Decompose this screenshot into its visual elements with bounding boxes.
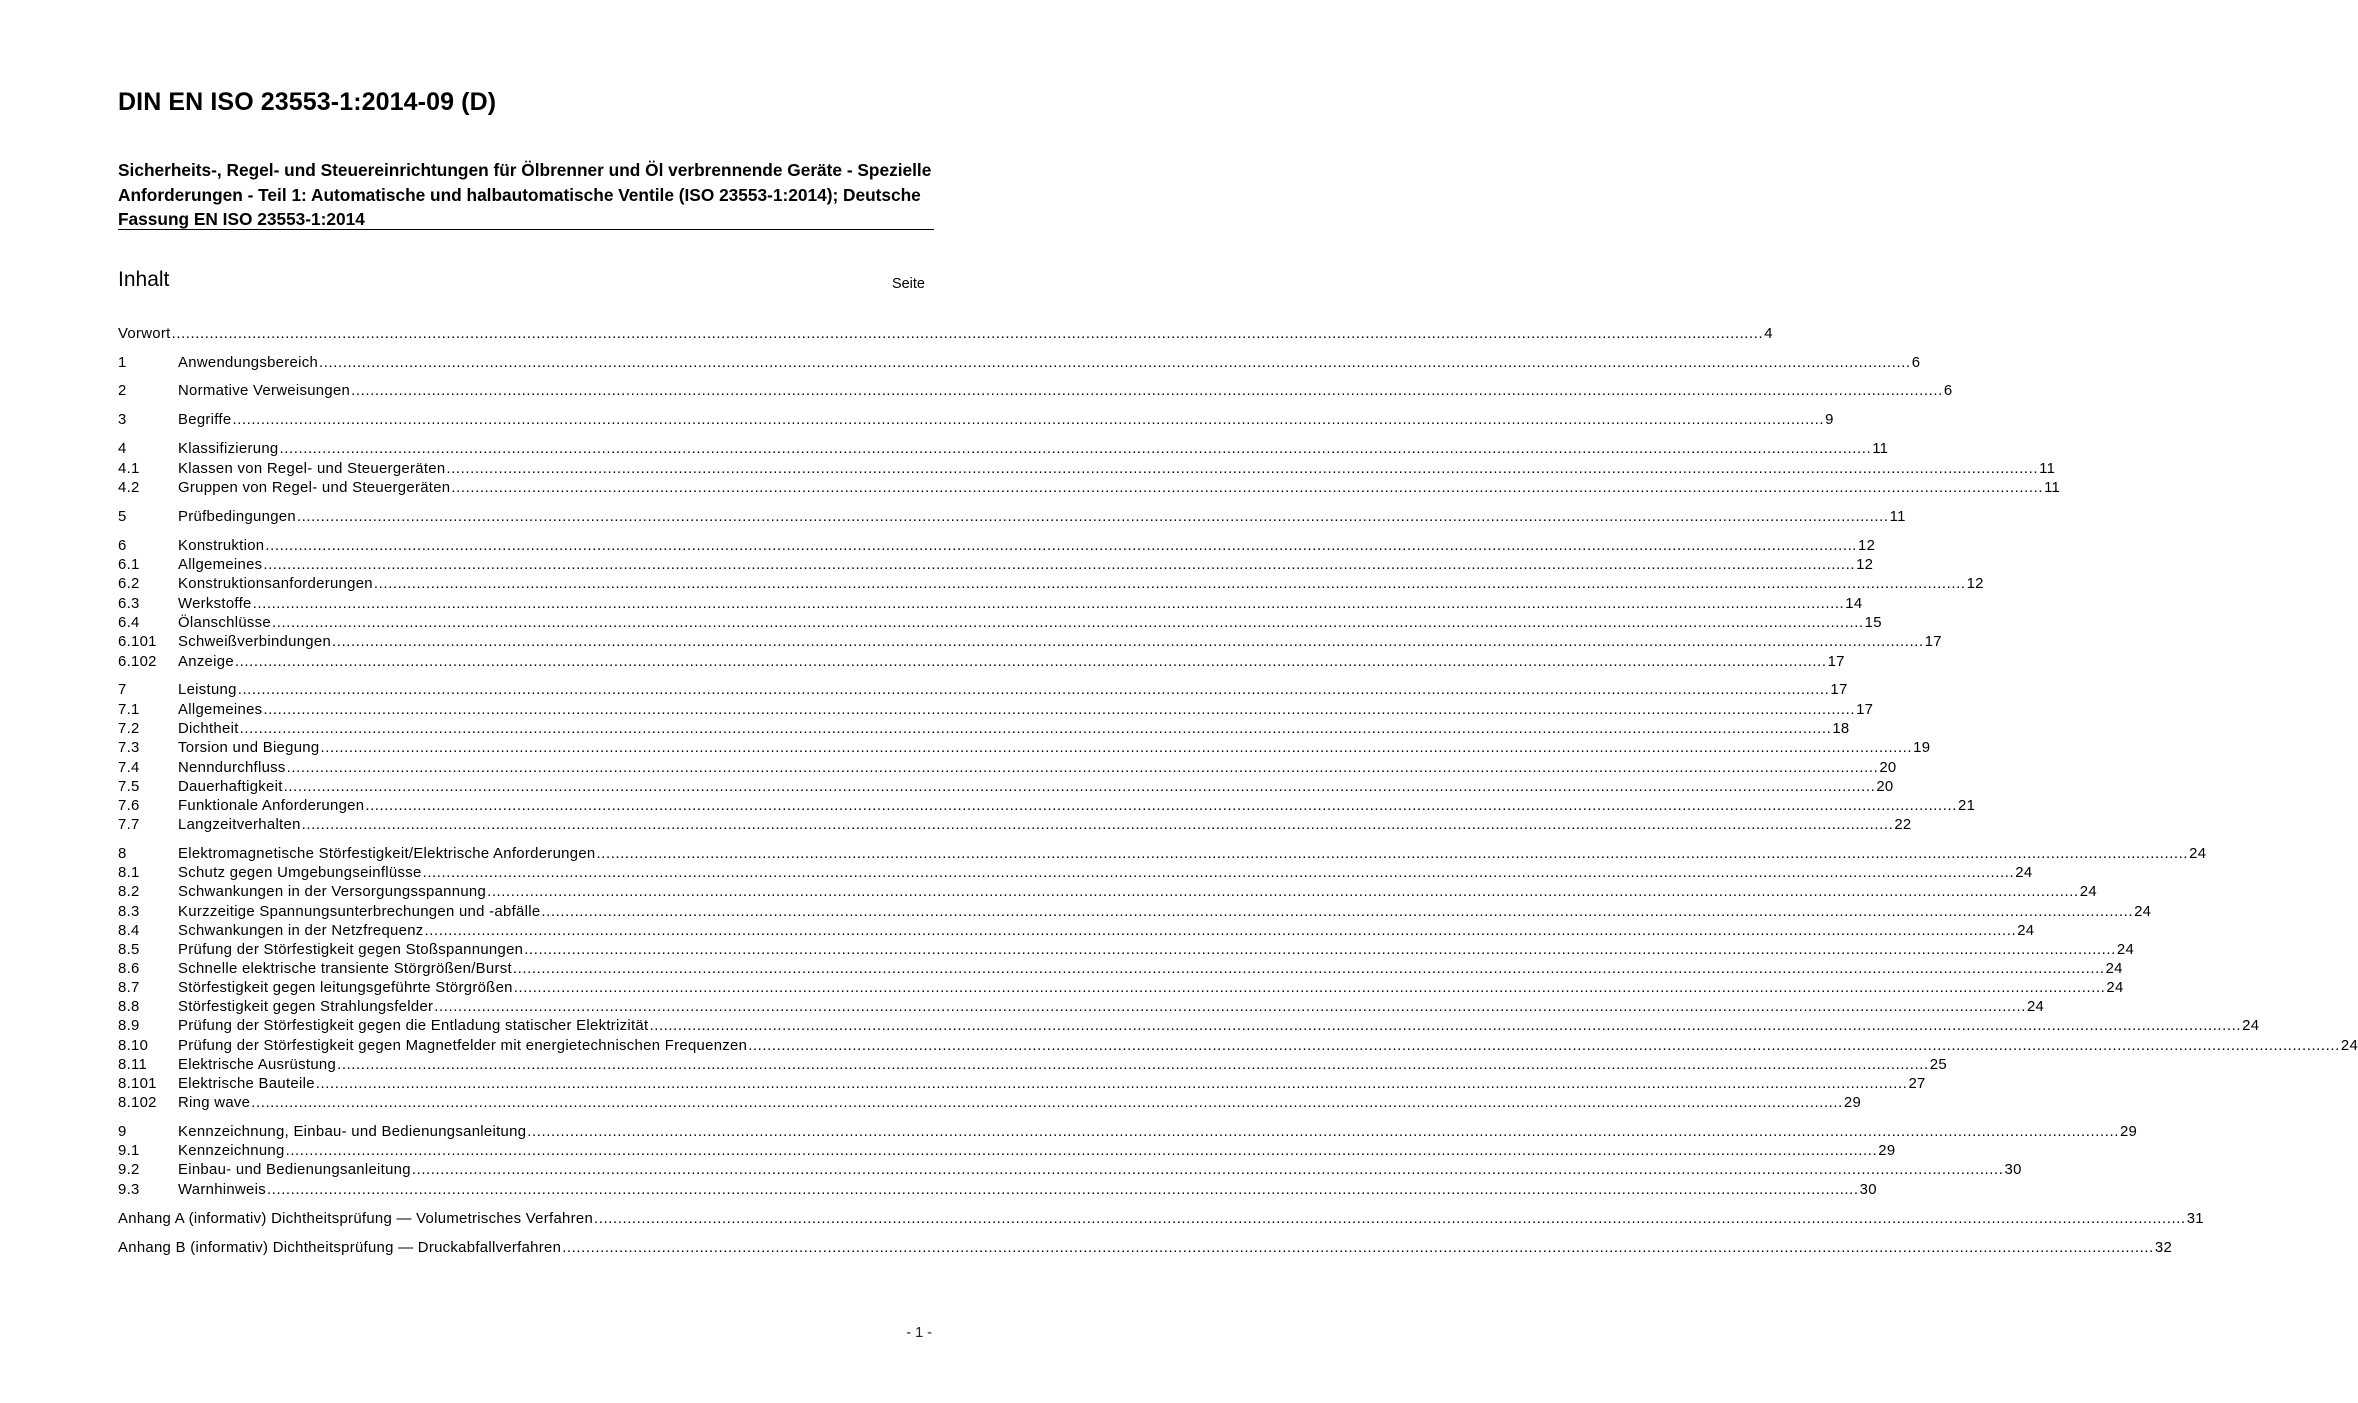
toc-entry-page: 12 bbox=[1856, 557, 1874, 573]
toc-entry-number: 8.10 bbox=[118, 1038, 149, 1054]
toc-dot-leader: ................................................................................................................................................................................................................................................................................................................................................ bbox=[319, 355, 1911, 371]
toc-entry bbox=[118, 653, 1845, 672]
toc-entry-title: Schwankungen in der Netzfrequenz bbox=[178, 923, 424, 939]
toc-entry-title: Störfestigkeit gegen leitungsgeführte Störgrößen bbox=[178, 980, 513, 996]
toc-entry-number: 8.2 bbox=[118, 884, 140, 900]
toc-entry-page: 24 bbox=[2105, 961, 2123, 977]
toc-entry-title: Elektromagnetische Störfestigkeit/Elektrische Anforderungen bbox=[178, 846, 596, 862]
toc-entry bbox=[118, 1123, 2138, 1142]
toc-entry-page: 12 bbox=[1966, 576, 1984, 592]
toc-entry-number: 6 bbox=[118, 538, 127, 554]
toc-entry-title: Klassen von Regel- und Steuergeräten bbox=[178, 461, 446, 477]
toc-entry-page: 12 bbox=[1858, 538, 1876, 554]
toc-entry-title: Allgemeines bbox=[178, 557, 263, 573]
toc-dot-leader: ................................................................................................................................................................................................................................................................................................................................................ bbox=[434, 999, 2026, 1015]
toc-entry bbox=[118, 883, 2097, 902]
toc-entry bbox=[118, 479, 2061, 498]
toc-entry-number: 7.2 bbox=[118, 721, 140, 737]
toc-entry-number: 4.2 bbox=[118, 480, 140, 496]
toc-entry-number: 7 bbox=[118, 682, 127, 698]
toc-dot-leader: ................................................................................................................................................................................................................................................................................................................................................ bbox=[234, 654, 1827, 670]
toc-entry-title: Gruppen von Regel- und Steuergeräten bbox=[178, 480, 451, 496]
toc-entry bbox=[118, 595, 1863, 614]
toc-entry-title: Prüfung der Störfestigkeit gegen die Entladung statischer Elektrizität bbox=[178, 1018, 649, 1034]
toc-dot-leader: ................................................................................................................................................................................................................................................................................................................................................ bbox=[263, 557, 1856, 573]
toc-entry-title: Schweißverbindungen bbox=[178, 634, 332, 650]
toc-entry bbox=[118, 797, 1976, 816]
toc-entry bbox=[118, 1210, 2204, 1229]
toc-entry-number: 8.11 bbox=[118, 1057, 148, 1073]
toc-entry-number: 9.2 bbox=[118, 1162, 140, 1178]
toc-entry-number: 8.102 bbox=[118, 1095, 157, 1111]
toc-entry-page: 9 bbox=[1825, 412, 1834, 428]
toc-entry-title: Störfestigkeit gegen Strahlungsfelder bbox=[178, 999, 434, 1015]
toc-entry-page: 22 bbox=[1894, 817, 1912, 833]
toc-dot-leader: ................................................................................................................................................................................................................................................................................................................................................ bbox=[513, 980, 2106, 996]
toc-entry bbox=[118, 382, 1953, 401]
toc-entry-number: 8.9 bbox=[118, 1018, 140, 1034]
toc-entry-page: 17 bbox=[1827, 654, 1845, 670]
toc-dot-leader: ................................................................................................................................................................................................................................................................................................................................................ bbox=[266, 1182, 1859, 1198]
toc-dot-leader: ................................................................................................................................................................................................................................................................................................................................................ bbox=[320, 740, 1913, 756]
toc-entry bbox=[118, 903, 2152, 922]
toc-entry-title: Nenndurchfluss bbox=[178, 760, 286, 776]
toc-entry-number: 7.3 bbox=[118, 740, 140, 756]
toc-entry-title: Allgemeines bbox=[178, 702, 263, 718]
toc-entry-number: 2 bbox=[118, 383, 127, 399]
toc-entry bbox=[118, 411, 1834, 430]
toc-entry-page: 29 bbox=[1843, 1095, 1862, 1111]
toc-dot-leader: ................................................................................................................................................................................................................................................................................................................................................ bbox=[512, 961, 2105, 977]
toc-dot-leader: ................................................................................................................................................................................................................................................................................................................................................ bbox=[239, 721, 1832, 737]
toc-entry-title: Dauerhaftigkeit bbox=[178, 779, 283, 795]
toc-dot-leader: ................................................................................................................................................................................................................................................................................................................................................ bbox=[296, 509, 1889, 525]
toc-entry-title: Leistung bbox=[178, 682, 237, 698]
toc-entry bbox=[118, 979, 2124, 998]
page-number: - 1 - bbox=[906, 1325, 932, 1341]
toc-dot-leader: ................................................................................................................................................................................................................................................................................................................................................ bbox=[252, 596, 1845, 612]
toc-entry-page: 21 bbox=[1958, 798, 1976, 814]
toc-entry-title: Kennzeichnung, Einbau- und Bedienungsanleitung bbox=[178, 1124, 527, 1140]
toc-entry bbox=[118, 575, 1984, 594]
toc-entry-title: Prüfbedingungen bbox=[178, 509, 296, 525]
toc-entry bbox=[118, 325, 1773, 344]
toc-entry-title: Einbau- und Bedienungsanleitung bbox=[178, 1162, 411, 1178]
toc-entry-number: 6.4 bbox=[118, 615, 140, 631]
toc-entry-title: Anhang B (informativ) Dichtheitsprüfung — Druckabfallverfahren bbox=[118, 1240, 562, 1256]
toc-dot-leader: ................................................................................................................................................................................................................................................................................................................................................ bbox=[283, 779, 1876, 795]
toc-entry-title: Kurzzeitige Spannungsunterbrechungen und -abfälle bbox=[178, 904, 541, 920]
toc-entry-number: 8.5 bbox=[118, 942, 140, 958]
toc-entry-page: 17 bbox=[1924, 634, 1942, 650]
toc-dot-leader: ................................................................................................................................................................................................................................................................................................................................................ bbox=[279, 441, 1872, 457]
toc-entry-page: 29 bbox=[2119, 1124, 2138, 1140]
toc-dot-leader: ................................................................................................................................................................................................................................................................................................................................................ bbox=[232, 412, 1825, 428]
toc-entry-number: 4.1 bbox=[118, 461, 140, 477]
toc-dot-leader: ................................................................................................................................................................................................................................................................................................................................................ bbox=[351, 383, 1943, 399]
toc-entry-page: 27 bbox=[1908, 1076, 1926, 1092]
toc-entry-title: Prüfung der Störfestigkeit gegen Magnetfelder mit energietechnischen Frequenzen bbox=[178, 1038, 748, 1054]
toc-entry bbox=[118, 614, 1882, 633]
toc-dot-leader: ................................................................................................................................................................................................................................................................................................................................................ bbox=[171, 326, 1764, 342]
toc-entry-page: 6 bbox=[1943, 383, 1953, 399]
toc-dot-leader: ................................................................................................................................................................................................................................................................................................................................................ bbox=[562, 1240, 2154, 1256]
toc-dot-leader: ................................................................................................................................................................................................................................................................................................................................................ bbox=[594, 1211, 2186, 1227]
toc-entry-number: 3 bbox=[118, 412, 127, 428]
toc-entry-number: 8.3 bbox=[118, 904, 140, 920]
toc-entry-page: 17 bbox=[1856, 702, 1874, 718]
toc-entry bbox=[118, 998, 2045, 1017]
toc-entry-page: 4 bbox=[1764, 326, 1773, 342]
toc-entry-title: Anwendungsbereich bbox=[178, 355, 319, 371]
toc-entry bbox=[118, 1056, 1947, 1075]
toc-entry-title: Schwankungen in der Versorgungsspannung bbox=[178, 884, 487, 900]
toc-entry bbox=[118, 1181, 1877, 1200]
toc-entry bbox=[118, 701, 1874, 720]
toc-dot-leader: ................................................................................................................................................................................................................................................................................................................................................ bbox=[251, 1095, 1843, 1111]
toc-dot-leader: ................................................................................................................................................................................................................................................................................................................................................ bbox=[424, 923, 2017, 939]
toc-entry-title: Kennzeichnung bbox=[178, 1143, 285, 1159]
toc-entry bbox=[118, 1075, 1926, 1094]
toc-entry-number: 1 bbox=[118, 355, 127, 371]
toc-entry-title: Schnelle elektrische transiente Störgrößen/Burst bbox=[178, 961, 512, 977]
toc-entry-page: 31 bbox=[2186, 1211, 2204, 1227]
page-column-label: Seite bbox=[891, 276, 925, 292]
toc-entry bbox=[118, 633, 1942, 652]
toc-entry-page: 24 bbox=[2106, 980, 2124, 996]
document-title: Sicherheits-, Regel- und Steuereinrichtungen für Ölbrenner und Öl verbrennende Geräte - Spezielle Anforderungen - Teil 1: Automatische und halbautomatische Ventile (ISO 23553-1:2014); Deutsche Fassung EN ISO 23553-1:2014 bbox=[118, 160, 932, 229]
toc-entry-page: 11 bbox=[1889, 509, 1906, 525]
toc-entry bbox=[118, 960, 2123, 979]
toc-dot-leader: ................................................................................................................................................................................................................................................................................................................................................ bbox=[649, 1018, 2242, 1034]
toc-entry-title: Ring wave bbox=[178, 1095, 251, 1111]
toc-dot-leader: ................................................................................................................................................................................................................................................................................................................................................ bbox=[446, 461, 2039, 477]
toc-dot-leader: ................................................................................................................................................................................................................................................................................................................................................ bbox=[332, 634, 1924, 650]
toc-dot-leader: ................................................................................................................................................................................................................................................................................................................................................ bbox=[315, 1076, 1908, 1092]
toc-entry-page: 18 bbox=[1832, 721, 1850, 737]
toc-entry bbox=[118, 354, 1921, 373]
toc-entry-page: 14 bbox=[1845, 596, 1863, 612]
toc-entry-title: Vorwort bbox=[118, 326, 171, 342]
toc-entry-title: Warnhinweis bbox=[178, 1182, 266, 1198]
toc-entry bbox=[118, 556, 1874, 575]
toc-entry-title: Konstruktion bbox=[178, 538, 265, 554]
toc-entry-number: 6.101 bbox=[118, 634, 157, 650]
toc-entry bbox=[118, 1037, 2358, 1056]
toc-entry bbox=[118, 1161, 2022, 1180]
toc-entry bbox=[118, 1142, 1896, 1161]
toc-entry-page: 24 bbox=[2242, 1018, 2260, 1034]
toc-dot-leader: ................................................................................................................................................................................................................................................................................................................................................ bbox=[301, 817, 1894, 833]
toc-entry-number: 8.8 bbox=[118, 999, 140, 1015]
toc-dot-leader: ................................................................................................................................................................................................................................................................................................................................................ bbox=[237, 682, 1830, 698]
toc-dot-leader: ................................................................................................................................................................................................................................................................................................................................................ bbox=[487, 884, 2079, 900]
toc-entry-number: 8 bbox=[118, 846, 127, 862]
toc-entry-title: Normative Verweisungen bbox=[178, 383, 351, 399]
toc-entry-page: 29 bbox=[1878, 1143, 1896, 1159]
toc-entry-page: 11 bbox=[2039, 461, 2056, 477]
toc-dot-leader: ................................................................................................................................................................................................................................................................................................................................................ bbox=[373, 576, 1966, 592]
toc-entry-title: Torsion und Biegung bbox=[178, 740, 320, 756]
toc-entry-number: 7.1 bbox=[118, 702, 140, 718]
toc-entry-number: 6.3 bbox=[118, 596, 140, 612]
toc-entry-title: Klassifizierung bbox=[178, 441, 279, 457]
toc-entry-title: Elektrische Bauteile bbox=[178, 1076, 315, 1092]
toc-entry bbox=[118, 845, 2207, 864]
toc-dot-leader: ................................................................................................................................................................................................................................................................................................................................................ bbox=[422, 865, 2015, 881]
toc-dot-leader: ................................................................................................................................................................................................................................................................................................................................................ bbox=[596, 846, 2189, 862]
toc-entry-page: 24 bbox=[2015, 865, 2033, 881]
toc-entry-page: 30 bbox=[1859, 1182, 1877, 1198]
toc-heading: Inhalt bbox=[118, 268, 170, 291]
toc-entry bbox=[118, 864, 2033, 883]
toc-entry-title: Elektrische Ausrüstung bbox=[178, 1057, 337, 1073]
toc-entry-page: 6 bbox=[1911, 355, 1921, 371]
toc-entry bbox=[118, 1239, 2173, 1258]
toc-dot-leader: ................................................................................................................................................................................................................................................................................................................................................ bbox=[365, 798, 1957, 814]
toc-entry-title: Anzeige bbox=[178, 654, 234, 670]
toc-entry-page: 32 bbox=[2154, 1240, 2173, 1256]
toc-entry-page: 19 bbox=[1913, 740, 1931, 756]
toc-dot-leader: ................................................................................................................................................................................................................................................................................................................................................ bbox=[527, 1124, 2119, 1140]
toc-entry-page: 24 bbox=[2340, 1038, 2358, 1054]
toc-entry-title: Begriffe bbox=[178, 412, 232, 428]
toc-entry bbox=[118, 816, 1912, 835]
toc-entry-number: 6.2 bbox=[118, 576, 140, 592]
toc-entry-number: 9 bbox=[118, 1124, 127, 1140]
toc-entry-number: 6.1 bbox=[118, 557, 140, 573]
toc-entry-page: 17 bbox=[1830, 682, 1848, 698]
toc-entry bbox=[118, 460, 2056, 479]
toc-entry-number: 7.6 bbox=[118, 798, 140, 814]
toc-entry-title: Dichtheit bbox=[178, 721, 239, 737]
toc-dot-leader: ................................................................................................................................................................................................................................................................................................................................................ bbox=[748, 1038, 2340, 1054]
toc-entry-number: 8.7 bbox=[118, 980, 140, 996]
toc-entry bbox=[118, 778, 1894, 797]
toc-entry-number: 8.4 bbox=[118, 923, 140, 939]
toc-entry bbox=[118, 537, 1876, 556]
toc-entry-number: 4 bbox=[118, 441, 127, 457]
toc-entry-page: 24 bbox=[2026, 999, 2045, 1015]
toc-entry-number: 8.1 bbox=[118, 865, 140, 881]
toc-entry-page: 24 bbox=[2079, 884, 2097, 900]
toc-entry-number: 7.5 bbox=[118, 779, 140, 795]
toc-entry bbox=[118, 941, 2135, 960]
toc-dot-leader: ................................................................................................................................................................................................................................................................................................................................................ bbox=[263, 702, 1856, 718]
toc-entry-title: Langzeitverhalten bbox=[178, 817, 301, 833]
toc-entry-number: 7.4 bbox=[118, 760, 140, 776]
toc-entry-title: Ölanschlüsse bbox=[178, 615, 271, 631]
toc-entry bbox=[118, 1094, 1862, 1113]
toc-entry-title: Anhang A (informativ) Dichtheitsprüfung — Volumetrisches Verfahren bbox=[118, 1211, 594, 1227]
toc-entry-title: Werkstoffe bbox=[178, 596, 252, 612]
toc-entry bbox=[118, 759, 1897, 778]
toc-dot-leader: ................................................................................................................................................................................................................................................................................................................................................ bbox=[541, 904, 2134, 920]
toc-entry-page: 20 bbox=[1876, 779, 1894, 795]
toc-entry bbox=[118, 1017, 2260, 1036]
document-id: DIN EN ISO 23553-1:2014-09 (D) bbox=[118, 88, 497, 116]
toc-entry-page: 11 bbox=[2044, 480, 2061, 496]
toc-dot-leader: ................................................................................................................................................................................................................................................................................................................................................ bbox=[524, 942, 2116, 958]
toc-dot-leader: ................................................................................................................................................................................................................................................................................................................................................ bbox=[337, 1057, 1929, 1073]
toc-entry-page: 15 bbox=[1864, 615, 1882, 631]
toc-entry-number: 6.102 bbox=[118, 654, 157, 670]
toc-entry-page: 20 bbox=[1879, 760, 1897, 776]
toc-entry-page: 30 bbox=[2004, 1162, 2022, 1178]
toc-entry-page: 24 bbox=[2017, 923, 2035, 939]
toc-entry-number: 8.6 bbox=[118, 961, 140, 977]
toc-entry bbox=[118, 720, 1850, 739]
toc-dot-leader: ................................................................................................................................................................................................................................................................................................................................................ bbox=[265, 538, 1858, 554]
toc-entry-number: 7.7 bbox=[118, 817, 140, 833]
toc-entry-title: Schutz gegen Umgebungseinflüsse bbox=[178, 865, 422, 881]
toc-entry-title: Konstruktionsanforderungen bbox=[178, 576, 373, 592]
toc-dot-leader: ................................................................................................................................................................................................................................................................................................................................................ bbox=[411, 1162, 2004, 1178]
toc-dot-leader: ................................................................................................................................................................................................................................................................................................................................................ bbox=[286, 760, 1879, 776]
toc-entry-number: 5 bbox=[118, 509, 127, 525]
toc-entry bbox=[118, 739, 1931, 758]
toc-entry-page: 11 bbox=[1872, 441, 1889, 457]
toc-entry-page: 24 bbox=[2116, 942, 2135, 958]
toc-entry bbox=[118, 440, 1889, 459]
toc-entry-number: 9.3 bbox=[118, 1182, 140, 1198]
toc-entry-page: 24 bbox=[2189, 846, 2207, 862]
toc-entry-number: 8.101 bbox=[118, 1076, 157, 1092]
toc-entry-title: Funktionale Anforderungen bbox=[178, 798, 365, 814]
toc-dot-leader: ................................................................................................................................................................................................................................................................................................................................................ bbox=[272, 615, 1864, 631]
toc-dot-leader: ................................................................................................................................................................................................................................................................................................................................................ bbox=[285, 1143, 1878, 1159]
toc-entry-page: 25 bbox=[1929, 1057, 1947, 1073]
toc-entry-title: Prüfung der Störfestigkeit gegen Stoßspannungen bbox=[178, 942, 524, 958]
toc-entry-page: 24 bbox=[2134, 904, 2152, 920]
title-divider bbox=[118, 229, 934, 230]
toc-entry bbox=[118, 508, 1906, 527]
toc-entry bbox=[118, 922, 2035, 941]
toc-entry-number: 9.1 bbox=[118, 1143, 140, 1159]
toc-dot-leader: ................................................................................................................................................................................................................................................................................................................................................ bbox=[451, 480, 2044, 496]
toc-entry bbox=[118, 681, 1848, 700]
